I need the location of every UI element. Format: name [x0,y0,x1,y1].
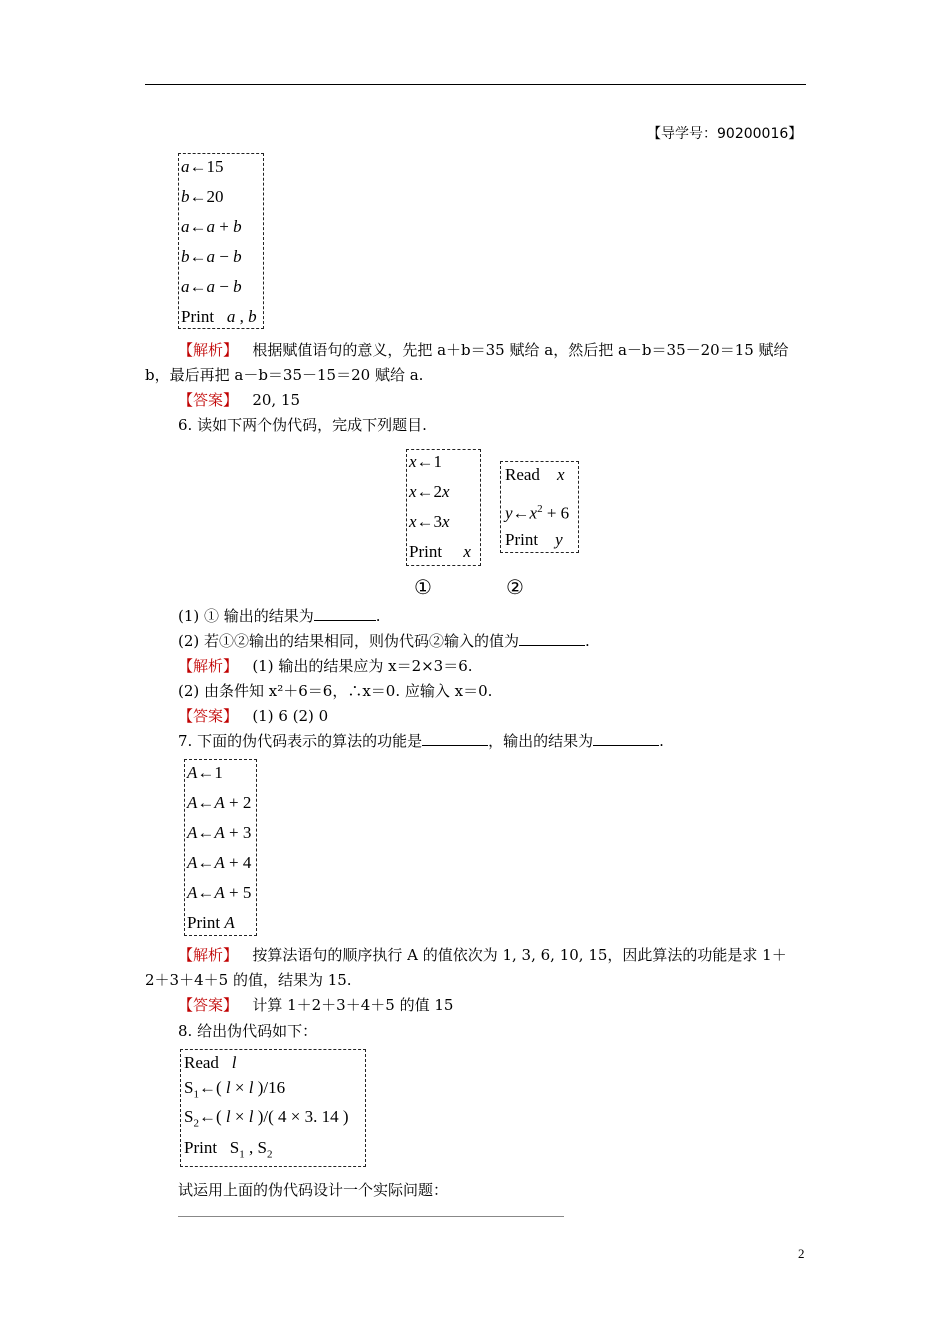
code7-line-4: A←A + 4 [187,853,252,872]
code6b-line-3: Print y [505,530,563,549]
q6-stem: 6. 读如下两个伪代码，完成下列题目. [178,416,427,434]
q7-answer: 【答案】 计算 1＋2＋3＋4＋5 的值 15 [178,996,454,1014]
q7-blank-1 [422,731,488,746]
q5-answer: 【答案】 20, 15 [178,391,301,409]
code7-line-5: A←A + 5 [187,883,252,902]
code1-line-2: b←20 [181,187,224,206]
q8-answer-line [178,1216,564,1217]
code6b-line-2: $y\leftarrow x^2 + 6$ [505,503,570,523]
analysis-tag: 【解析】 [178,341,239,359]
q8-stem: 8. 给出伪代码如下： [178,1022,318,1040]
q6-analysis-line-1: 【解析】 (1) 输出的结果应为 x＝2×3＝6. [178,657,473,675]
code1-line-4: b←a − b [181,247,242,266]
code6a-line-3: x←3x [409,512,450,531]
q7-blank-2 [593,731,659,746]
q8-prompt: 试运用上面的伪代码设计一个实际问题： [178,1181,449,1199]
q5-analysis-line-2: b，最后再把 a－b＝35－15＝20 赋给 a. [145,366,424,384]
answer-tag: 【答案】 [178,707,239,725]
code8-line-4: Print $S_1$ , $S_2$ [184,1138,273,1161]
page-number: 2 [798,1246,805,1261]
guide-number: 【导学号：90200016】 [647,126,803,142]
code1-line-6: Print a , b [181,307,257,326]
q6-part2: (2) 若①②输出的结果相同，则伪代码②输入的值为 . [178,632,590,650]
code8-line-1: Read l [184,1053,237,1072]
q6-part2-blank [519,631,585,646]
analysis-tag: 【解析】 [178,946,239,964]
code7-line-3: A←A + 3 [187,823,252,842]
q7-stem: 7. 下面的伪代码表示的算法的功能是 ，输出的结果为 . [178,732,664,750]
code1-line-5: a←a − b [181,277,242,296]
q6-part1-blank [314,606,376,621]
header-rule [145,84,806,85]
q5-analysis-line-1: 【解析】 根据赋值语句的意义，先把 a＋b＝35 赋给 a，然后把 a－b＝35－20＝15 赋给 [178,341,789,359]
code-box-7 [184,759,257,936]
code1-line-3: a←a + b [181,217,242,236]
answer-tag: 【答案】 [178,996,239,1014]
code7-line-6: Print A [187,913,235,932]
answer-tag: 【答案】 [178,391,239,409]
code7-line-1: A←1 [187,763,223,782]
code1-line-1: a←15 [181,157,224,176]
code6a-line-1: x←1 [409,452,443,471]
code-box-1 [178,153,264,329]
label-code-b: ② [506,575,524,599]
q6-analysis-line-2: (2) 由条件知 x²＋6＝6，∴x＝0. 应输入 x＝0. [178,682,493,700]
q6-part1: (1) ① 输出的结果为 . [178,607,381,625]
code8-line-2: $S_1\leftarrow$( l × l )/16 [184,1078,286,1101]
label-code-a: ① [414,575,432,599]
code7-line-2: A←A + 2 [187,793,252,812]
code6b-line-1: Read x [505,465,565,484]
q7-analysis-line-1: 【解析】 按算法语句的顺序执行 A 的值依次为 1, 3, 6, 10, 15，因此算法的功能是求 1＋ [178,946,787,964]
analysis-tag: 【解析】 [178,657,239,675]
q7-analysis-line-2: 2＋3＋4＋5 的值，结果为 15. [145,971,352,989]
code8-line-3: $S_2\leftarrow$( l × l )/( 4 × 3. 14 ) [184,1107,349,1130]
q6-answer: 【答案】 (1) 6 (2) 0 [178,707,329,725]
code6a-line-2: x←2x [409,482,450,501]
code6a-line-4: Print x [409,542,471,561]
